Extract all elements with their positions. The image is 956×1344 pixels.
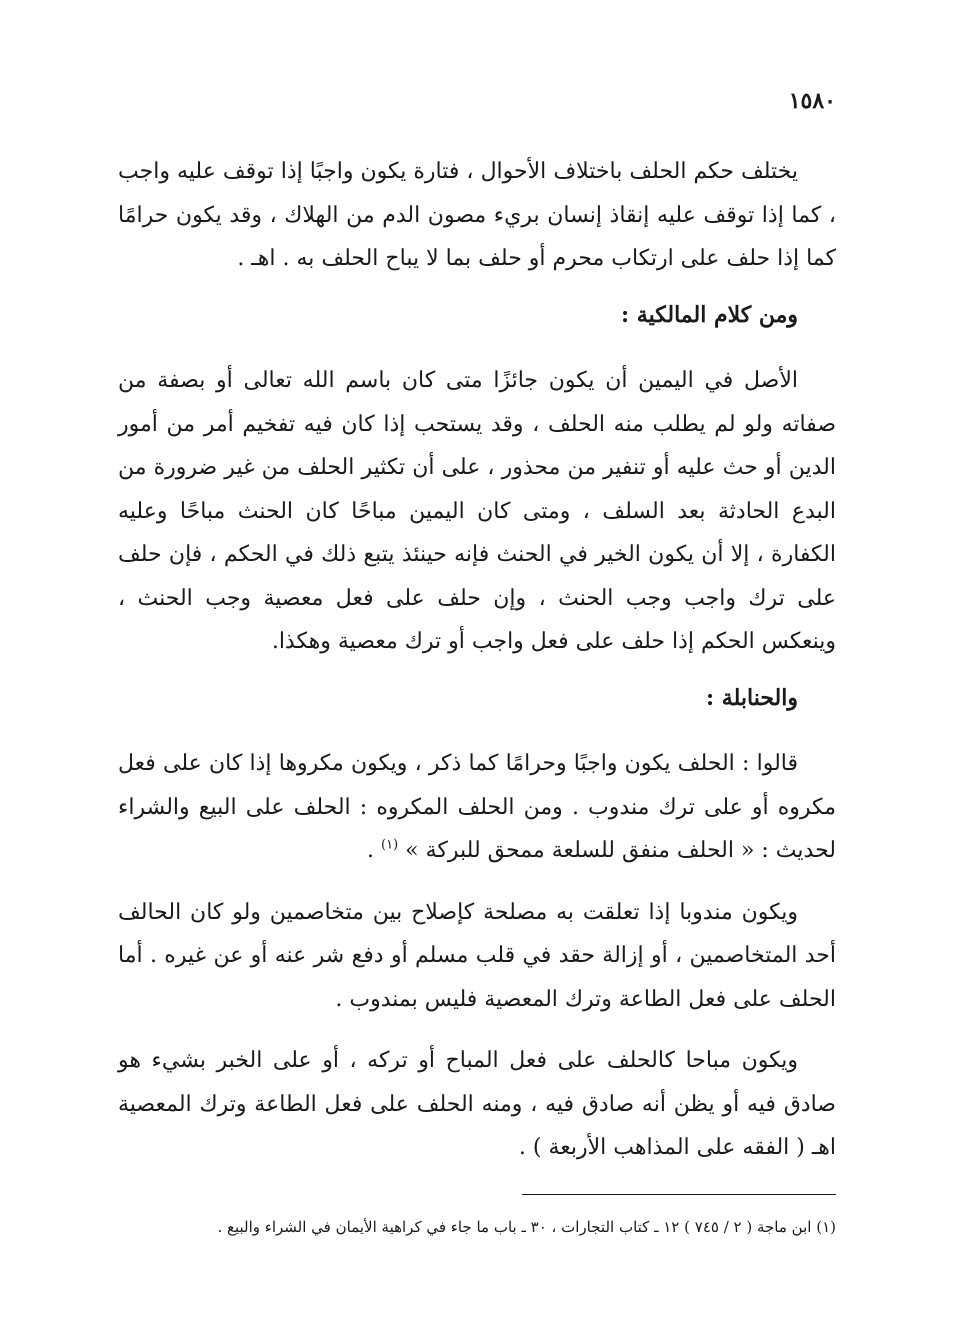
paragraph-oath-ruling: يختلف حكم الحلف باختلاف الأحوال ، فتارة يكون واجبًا إذا توقف عليه واجب ، كما إذا توقف عليه إنقاذ إنسان بريء مصون الدم من الهلاك ، وقد يكون حرامًا كما إذا حلف على ارتكاب محرم أو حلف بما لا يباح الحلف به . اهـ . (118, 159, 836, 271)
paragraph-hanabila (118, 742, 836, 873)
paragraph-permissible-oath: ويكون مباحا كالحلف على فعل المباح أو تركه ، أو على الخبر بشيء هو صادق فيه أو يظن أنه صادق فيه ، ومنه الحلف على فعل الطاعة وترك المعصية اهـ ( الفقه على المذاهب الأربعة ) . (118, 1048, 836, 1160)
page-number: ١٥٨٠ (788, 88, 836, 114)
body-text (118, 150, 836, 1170)
paragraph-recommended-oath: ويكون مندوبا إذا تعلقت به مصلحة كإصلاح بين متخاصمين ولو كان الحالف أحد المتخاصمين ، أو إزالة حقد في قلب مسلم أو دفع شر عنه أو عن غيره . أما الحلف على فعل الطاعة وترك المعصية فليس بمندوب . (118, 899, 836, 1012)
footnote (118, 1214, 836, 1240)
heading-hanabila: والحنابلة : (706, 684, 798, 711)
footnote-marker: (١) (816, 1218, 836, 1236)
heading-malikiyya: ومن كلام المالكية : (621, 301, 798, 328)
paragraph-malikiyya: الأصل في اليمين أن يكون جائزًا متى كان باسم الله تعالى أو بصفة من صفاته ولو لم يطلب منه الحلف ، وقد يستحب إذا كان فيه تفخيم أمر من أمور الدين أو حث عليه أو تنفير من محذور ، على أن تكثير الحلف من غير ضرورة من البدع الحادثة بعد السلف ، ومتى كان اليمين مباحًا كان الحنث مباحًا وعليه الكفارة ، إلا أن يكون الخير في الحنث فإنه حينئذ يتبع ذلك في الحكم ، فإن حلف على ترك واجب وجب الحنث ، وإن حلف على فعل معصية وجب الحنث ، وينعكس الحكم إذا حلف على فعل واجب أو ترك معصية وهكذا. (118, 368, 836, 654)
footnote-divider (522, 1194, 836, 1195)
footnote-text: ابن ماجة ( ٢ / ٧٤٥ ) ١٢ ـ كتاب التجارات ، ٣٠ ـ باب ما جاء في كراهية الأيمان في الشراء والبيع . (217, 1218, 812, 1236)
footnote-reference: (١) (381, 837, 399, 853)
paragraph-hanabila-text: قالوا : الحلف يكون واجبًا وحرامًا كما ذكر ، ويكون مكروها إذا كان على فعل مكروه أو على ترك مندوب . ومن الحلف المكروه : الحلف على البيع والشراء لحديث : « الحلف منفق للسلعة ممحق للبركة » (118, 751, 836, 863)
paragraph-hanabila-end: . (367, 838, 382, 863)
